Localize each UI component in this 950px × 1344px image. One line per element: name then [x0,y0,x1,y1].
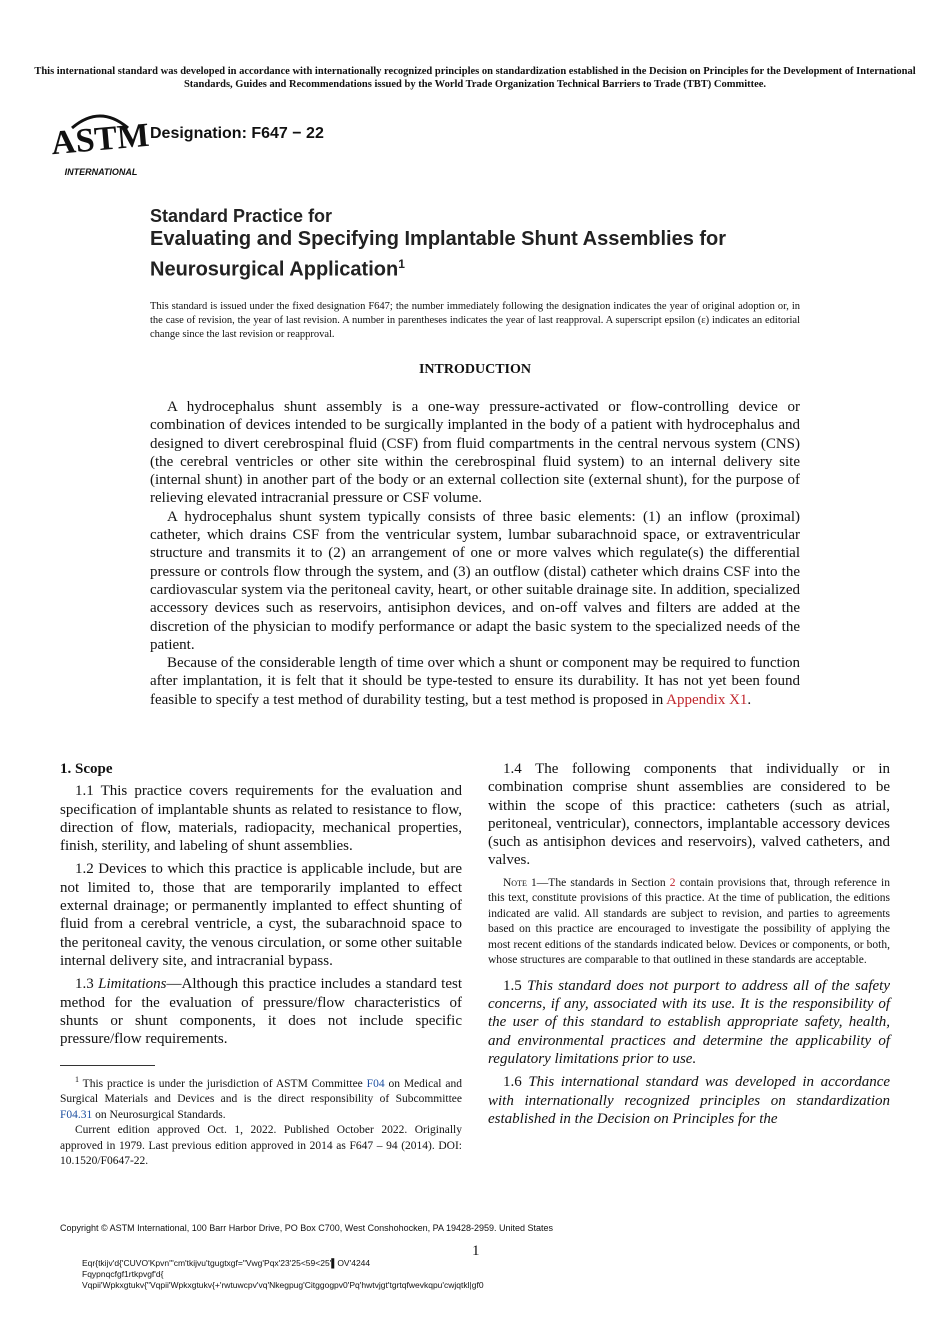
section-1-3 [60,975,462,1048]
page-number: 1 [472,1243,480,1259]
license-stamp [82,1258,484,1291]
fn-text-b: on Medical and Surgical Materials and Devices and is the direct responsibility of Subcommittee [60,1077,462,1106]
f04-link[interactable]: F04 [366,1077,385,1090]
footnote-marker: 1 [75,1075,79,1084]
s16-num: 1.6 [503,1074,529,1091]
license-line: Fqypnqcfgf1rtkpvgf'd{ [82,1269,164,1279]
title-line-1: Standard Practice for [150,206,333,226]
license-line: Eqr{tkijv'd{'CUVO'Kpvn'"cm'tkijvu'tgugtxgf="Vwg'Pqx'23'25<59<25'▌OV'4244 [82,1258,371,1268]
section-1-1: 1.1 This practice covers requirements for the evaluation and specification of implantable shunts as related to resistance to flow, direction of flow, materials, radiopacity, mechanical properties, finish, sterility, and labeling of shunt assemblies. [60,783,462,855]
footnote-1 [60,1072,462,1123]
section-1-4: 1.4 The following components that individually or in combination comprise shunt assemblies are considered to be within the scope of this practice: catheters (such as atrial, peritoneal, ventricular), connectors, implantable accessory devices (such as antisiphon devices and reservoirs), valved catheters, and valves. [488,761,890,869]
right-column [488,760,890,1133]
document-title [150,205,726,283]
f04-31-link[interactable]: F04.31 [60,1108,93,1121]
s13-num: 1.3 [75,976,99,993]
s15-text: This standard does not purport to address all of the safety concerns, if any, associated with its use. It is the responsibility of the user of this standard to establish appropriate safety, health, and environmental practices and determine the applicability of regulatory limitations prior to use. [488,977,891,1067]
designation: Designation: F647 − 22 [150,125,324,142]
appendix-x1-link[interactable]: Appendix X1 [666,691,748,708]
intro-p3-end: . [747,691,752,708]
astm-logo [49,108,151,178]
copyright: Copyright © ASTM International, 100 Barr Harbor Drive, PO Box C700, West Conshohocken, PA 19428-2959. United States [60,1223,554,1233]
note-label: Note 1 [503,876,537,889]
intro-paragraph-2: A hydrocephalus shunt system typically consists of three basic elements: (1) an inflow (proximal) catheter, which drains CSF from the ventricular system, lumbar subarachnoid space, or extraventricular structure and transmits it to (2) an arrangement of one or more valves which regulate(s) the differential pressure or controls flow through the system, and (3) an outflow (distal) catheter which drains CSF into the cardiovascular system via the peritoneal cavity, heart, or other suitable drainage site. In addition, specialized accessory devices such as reservoirs, antisiphon devices, and on-off valves and filters are added at the discretion of the physician to modify performance or adapt the basic system to the specialized needs of the patient. [150,508,800,653]
left-column [60,760,462,1053]
title-line-2: Evaluating and Specifying Implantable Shunt Assemblies for [150,228,727,250]
title-line-3 [150,252,726,283]
fixed-designation-note: This standard is issued under the fixed designation F647; the number immediately following the designation indicates the year of original adoption or, in the case of revision, the year of last revision. A number in parentheses indicates the year of last reapproval. A superscript epsilon (ε) indicates an editorial change since the last revision or reapproval. [150,301,800,340]
section-1-2: 1.2 Devices to which this practice is applicable include, but are not limited to, those that are temporarily implanted to effect external drainage; or permanently implanted to effect shunting of fluid from a cerebral ventricle, a cyst, the subarachnoid space to the peritoneal cavity, the venous circulation, or some other suitable internal delivery site, and intracranial bypass. [60,861,462,969]
s15-num: 1.5 [503,977,528,994]
fn-text-c: on Neurosurgical Standards. [92,1108,226,1121]
svg-text:ASTM: ASTM [49,116,151,163]
section-1-5 [488,977,890,1068]
intro-p3-text: Because of the considerable length of time over which a shunt or component may be required to function after implantation, it is felt that it should be type-tested to ensure its durability. It has not yet been found feasible to specify a test method of durability testing, but a test method is proposed in [150,655,800,708]
note-1 [488,876,890,969]
scope-heading: 1. Scope [60,761,113,777]
wto-notice: This international standard was developed in accordance with internationally recognized principles on standardization established in the Decision on Principles for the Development of International Standards, Guides and Recommendations issued by the World Trade Organization Technical Barriers to Trade (TBT) Committee. [34,66,916,90]
footnotes [60,1072,462,1170]
introduction-heading: INTRODUCTION [418,362,531,377]
intro-paragraph-3 [150,654,800,709]
footnote-edition: Current edition approved Oct. 1, 2022. Published October 2022. Originally approved in 1979. Last previous edition approved in 2014 as F647 – 94 (2014). DOI: 10.1520/F0647-22. [60,1124,462,1168]
s16-text: This international standard was developed in accordance with internationally recognized principles on standardization established in the Decision on Principles for the [488,1074,891,1127]
svg-text:INTERNATIONAL: INTERNATIONAL [64,167,138,177]
intro-paragraph-1: A hydrocephalus shunt assembly is a one-way pressure-activated or flow-controlling device or combination of devices intended to be surgically implanted in the body of a patient with hydrocephalus and designed to divert cerebrospinal fluid (CSF) from fluid compartments in the central nervous system (CNS) (the cerebral ventricles or other site within the cerebrospinal fluid system) to an internal delivery site (internal shunt) in another part of the body or an external collection site (external shunt), for the purpose of relieving elevated intracranial pressure or CSF volume. [150,399,800,507]
note-text-a: —The standards in Section [536,876,670,889]
fn-text-a: This practice is under the jurisdiction of ASTM Committee [79,1077,367,1090]
license-line: Vqpii'Wpkxgtukv{"Vqpii'Wpkxgtukv{+'rwtuwcpv'vq'Nkegpug'Citggogpv0'Pq'hwtvjgt'tgrtqfwevkqpu'cwjqtkl|gf0 [82,1280,484,1290]
title-text: Neurosurgical Application [150,258,399,281]
introduction [150,398,800,709]
title-footnote-ref[interactable]: 1 [398,257,405,271]
s13-emphasis: Limitations [98,976,167,993]
s13-text: —Although this practice includes a standard test method for the evaluation of pressure/flow characteristics of shunts or shunt components, it does not include specific pressure/flow requirements. [60,976,463,1048]
section-1-6 [488,1073,890,1128]
section-2-link[interactable]: 2 [669,876,676,889]
note-text-b: contain provisions that, through reference in this text, constitute provisions of this practice. At the time of publication, the editions indicated are valid. All standards are subject to revision, and parties to agreements based on this practice are encouraged to investigate the possibility of applying the most recent editions of the standards indicated below. Devices or components, or both, whose structures are comparable to that outlined in these standards are acceptable. [488,876,890,967]
footnote-divider [60,1065,155,1066]
